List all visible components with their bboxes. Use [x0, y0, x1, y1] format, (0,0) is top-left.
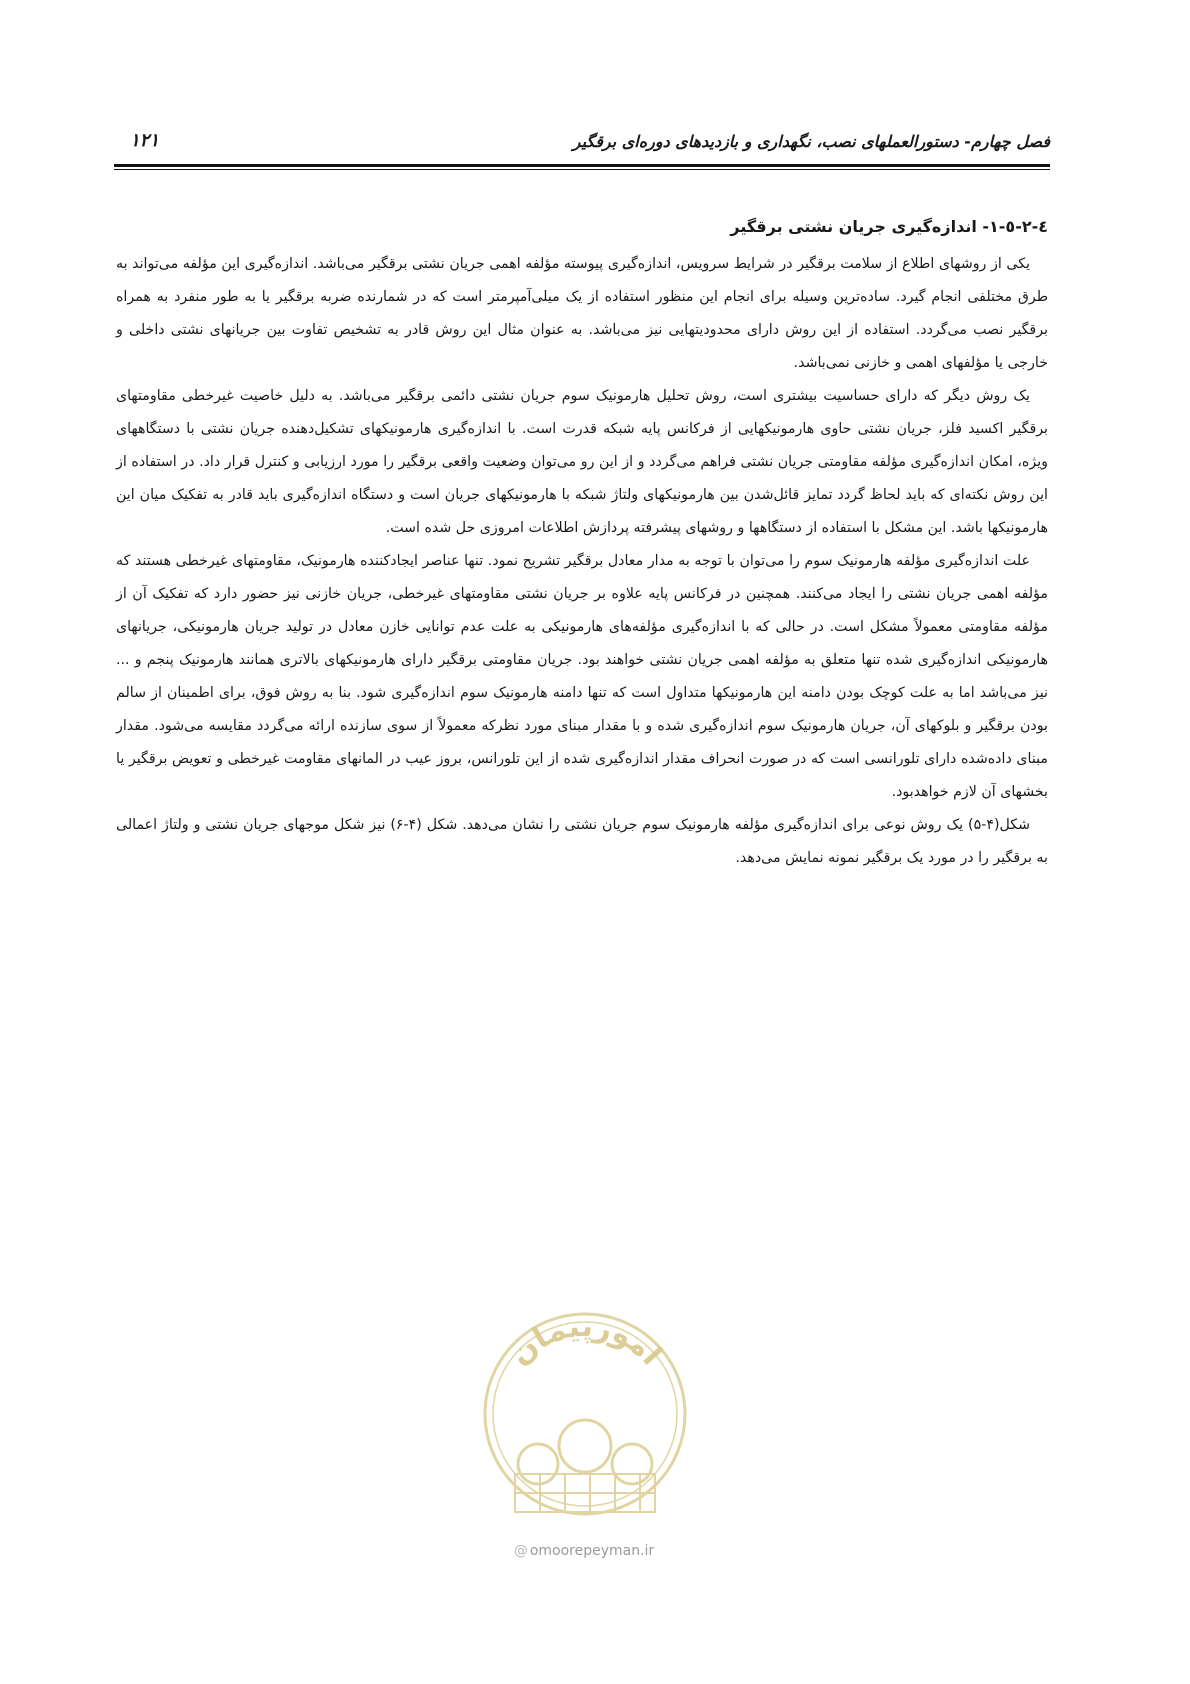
at-sign-icon: @ [513, 1543, 528, 1559]
paragraph-1: یکی از روشهای اطلاع از سلامت برقگیر در شرایط سرویس، اندازه‌گیری پیوسته مؤلفه اهمی جریان نشتی برقگیر می‌باشد. اندازه‌گیری این مؤلفه می‌تواند به طرق مختلفی انجام گیرد. ساده‌ترین وسیله برای انجام این منظور استفاده از یک میلی‌آمپرمتر است که در شمارنده ضربه برقگیر یا به طور منفرد به همراه برقگیر نصب می‌گردد. استفاده از این روش دارای محدودیتهایی نیز می‌باشد. به عنوان مثال این روش قادر به تشخیص تفاوت بین جریانهای نشتی داخلی و خارجی یا مؤلفهای اهمی و خازنی نمی‌باشد. [116, 256, 1048, 371]
watermark-logo-icon [470, 1296, 700, 1531]
watermark-url [484, 1543, 684, 1559]
section-body [116, 212, 1048, 875]
paragraph-2: یک روش دیگر که دارای حساسیت بیشتری است، روش تحلیل هارمونیک سوم جریان نشتی دائمی برقگیر می‌باشد. به دلیل خاصیت غیرخطی مقاومتهای برقگیر اکسید فلز، جریان نشتی حاوی هارمونیکهایی از فرکانس پایه شبکه قدرت است. با اندازه‌گیری هارمونیکهای تشکیل‌دهنده جریان نشتی با دستگاههای ویژه، امکان اندازه‌گیری مؤلفه مقاومتی جریان نشتی فراهم می‌گردد و از این رو می‌توان وضعیت واقعی برقگیر را مورد ارزیابی و کنترل قرار داد. در استفاده از این روش نکته‌ای که باید لحاظ گردد تمایز قائل‌شدن بین هارمونیکهای ولتاژ شبکه با هارمونیکهای جریان است و دستگاه اندازه‌گیری باید قادر به تفکیک میان این هارمونیکها باشد. این مشکل با استفاده از دستگاهها و روشهای پیشرفته پردازش اطلاعات امروزی حل شده است. [116, 388, 1048, 536]
watermark-logo-text: امورپیمان [502, 1308, 669, 1373]
header-rule-thick [114, 164, 1050, 167]
paragraph-3: علت اندازه‌گیری مؤلفه هارمونیک سوم را می‌توان با توجه به مدار معادل برقگیر تشریح نمود. تنها عناصر ایجادکننده هارمونیک، مقاومتهای غیرخطی هستند که مؤلفه اهمی جریان نشتی را ایجاد می‌کنند. همچنین در فرکانس پایه علاوه بر جریان نشتی مقاومتهای غیرخطی، جریان خازنی نیز حضور دارد که تفکیک آن از مؤلفه مقاومتی معمولاً مشکل است. در حالی که با اندازه‌گیری مؤلفه‌های هارمونیکی به علت عدم توانایی خازن معادل در تولید جریان هارمونیکی، جریانهای هارمونیکی اندازه‌گیری شده تنها متعلق به مؤلفه اهمی جریان نشتی خواهند بود. جریان مقاومتی برقگیر دارای هارمونیکهای بالاتری همانند هارمونیک پنجم و ... نیز می‌باشد اما به علت کوچک بودن دامنه این هارمونیکها متداول است که تنها دامنه هارمونیک سوم اندازه‌گیری شود. بنا به روش فوق، برای اطمینان از سالم بودن برقگیر و بلوکهای آن، جریان هارمونیک سوم اندازه‌گیری شده و با مقدار مبنای مورد نظرکه معمولاً از سوی سازنده ارائه می‌گردد مقایسه می‌شود. مقدار مبنای داده‌شده دارای تلورانسی است که در صورت انحراف مقدار اندازه‌گیری شده از این تلورانس، بروز عیب در المانهای مقاومت غیرخطی و تعویض برقگیر یا بخشهای آن لازم خواهدبود. [116, 553, 1048, 800]
paragraph-4: شکل(۴-۵) یک روش نوعی برای اندازه‌گیری مؤلفه هارمونیک سوم جریان نشتی را نشان می‌دهد. شکل (۴-۶) نیز شکل موجهای جریان نشتی و ولتاژ اعمالی به برقگیر را در مورد یک برقگیر نمونه نمایش می‌دهد. [116, 817, 1048, 866]
svg-text:امورپیمان [503, 1309, 669, 1372]
header-rule-thin [114, 169, 1050, 170]
page-number: ۱۲۱ [130, 130, 160, 151]
section-heading: ٤-٢-٥-١- اندازه‌گیری جریان نشتی برقگیر [730, 217, 1048, 236]
chapter-title: فصل چهارم- دستورالعملهای نصب، نگهداری و بازدیدهای دوره‌ای برقگیر [572, 132, 1050, 151]
watermark-url-text: omoorepeyman.ir [529, 1543, 655, 1559]
page-header [114, 128, 1050, 164]
